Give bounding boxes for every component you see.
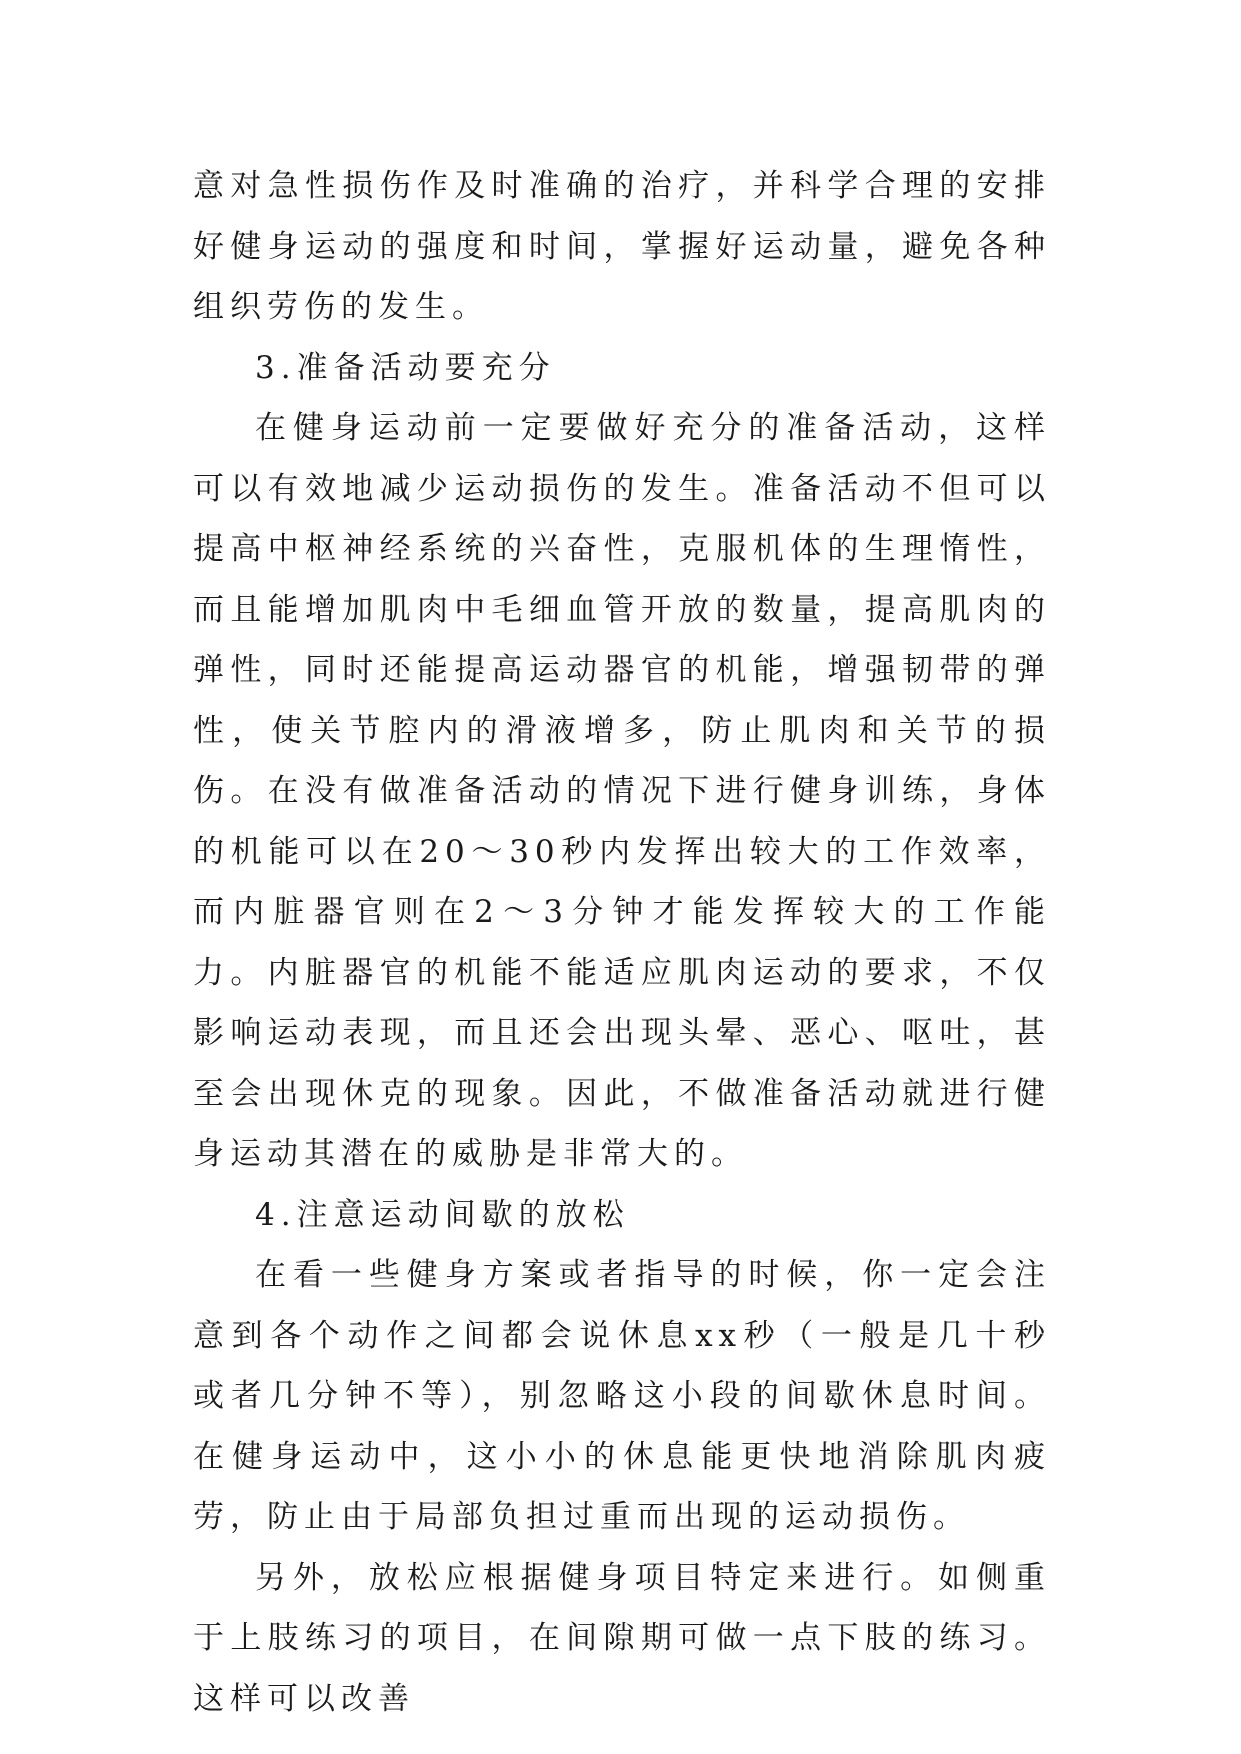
section-heading-warmup: 3.准备活动要充分 <box>255 349 556 386</box>
paragraph-warmup: 在健身运动前一定要做好充分的准备活动，这样可以有效地减少运动损伤的发生。准备活动不但可以提高中枢神经系统的兴奋性，克服机体的生理惰性，而且能增加肌肉中毛细血管开放的数量，提高肌肉的弹性，同时还能提高运动器官的机能，增强韧带的弹性，使关节腔内的滑液增多，防止肌肉和关节的损伤。在没有做准备活动的情况下进行健身训练，身体的机能可以在20～30秒内发挥出较大的工作效率，而内脏器官则在2～3分钟才能发挥较大的工作能力。内脏器官的机能不能适应肌肉运动的要求，不仅影响运动表现，而且还会出现头晕、恶心、呕吐，甚至会出现休克的现象。因此，不做准备活动就进行健身运动其潜在的威胁是非常大的。 <box>193 410 1051 1172</box>
paragraph-continuation: 意对急性损伤作及时准确的治疗，并科学合理的安排好健身运动的强度和时间，掌握好运动量，避免各种组织劳伤的发生。 <box>193 168 1051 325</box>
document-body <box>193 156 1051 1729</box>
paragraph-rest: 在看一些健身方案或者指导的时候，你一定会注意到各个动作之间都会说休息xx秒（一般是几十秒或者几分钟不等），别忽略这小段的间歇休息时间。在健身运动中，这小小的休息能更快地消除肌肉疲劳，防止由于局部负担过重而出现的运动损伤。 <box>193 1257 1051 1535</box>
paragraph-relaxation: 另外，放松应根据健身项目特定来进行。如侧重于上肢练习的项目，在间隙期可做一点下肢的练习。这样可以改善 <box>193 1559 1051 1717</box>
section-heading-rest: 4.注意运动间歇的放松 <box>255 1196 630 1233</box>
